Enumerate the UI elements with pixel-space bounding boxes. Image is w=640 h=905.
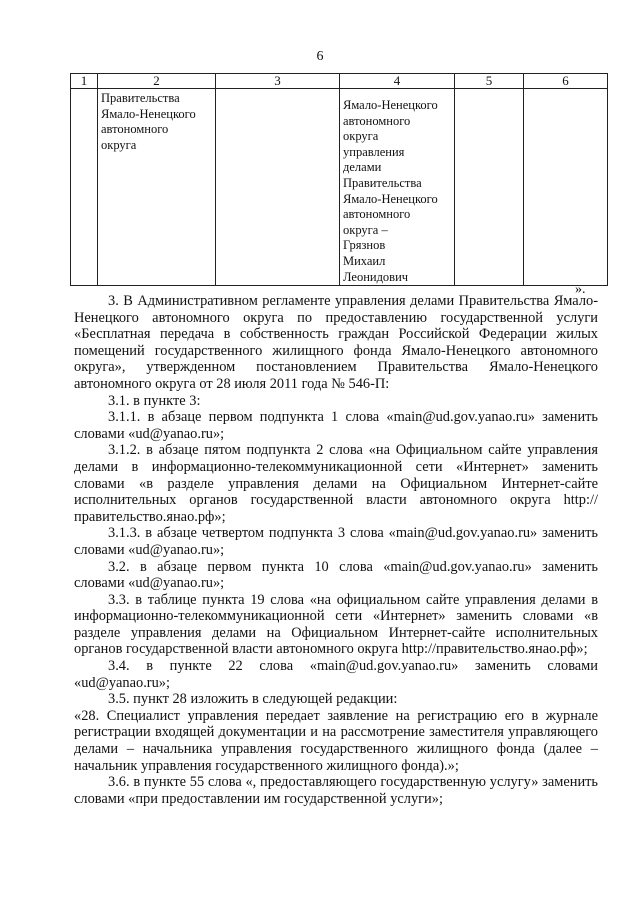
page-number: 6: [316, 49, 324, 64]
cell-text: Ямало-Ненецкого автономного округа управления делами Правительства Ямало-Ненецкого автономного округа – Грязнов Михаил Леонидович: [343, 98, 438, 284]
paragraph-3-1-1: 3.1.1. в абзаце первом подпункта 1 слова «main@ud.gov.yanao.ru» заменить словами «ud@yanao.ru»;: [74, 409, 598, 442]
table-header-row: [71, 74, 608, 89]
table-header-cell: 4: [340, 74, 455, 89]
paragraph-3-5: 3.5. пункт 28 изложить в следующей редакции:: [108, 691, 398, 708]
table-cell-col3: [216, 89, 340, 286]
paragraph-3: 3. В Административном регламенте управления делами Правительства Ямало-Ненецкого автономного округа по предоставлению государственной услуги «Бесплатная передача в собственность граждан Российской Федерации жилых помещений государственного жилищного фонда Ямало-Ненецкого автономного округа», утвержденном постановлением Правительства Ямало-Ненецкого автономного округа от 28 июля 2011 года № 546-П:: [74, 293, 598, 392]
closing-quote: ».: [575, 282, 586, 297]
document-body: [74, 293, 598, 807]
table-header-cell: 2: [98, 74, 216, 89]
table-header-cell: 5: [455, 74, 524, 89]
paragraph-3-4: 3.4. в пункте 22 слова «main@ud.gov.yanao.ru» заменить словами «ud@yanao.ru»;: [74, 658, 598, 691]
cell-text: Правительства Ямало-Ненецкого автономного округа: [101, 91, 196, 152]
table-cell-col4: [340, 89, 455, 286]
paragraph-3-6: 3.6. в пункте 55 слова «, предоставляющего государственную услугу» заменить словами «при предоставлении им государственной услуги»;: [74, 774, 598, 807]
paragraph-3-2: 3.2. в абзаце первом пункта 10 слова «main@ud.gov.yanao.ru» заменить словами «ud@yanao.ru»;: [74, 558, 598, 592]
table-header-cell: 3: [216, 74, 340, 89]
table-cell-col2: [98, 89, 216, 286]
table-row: [71, 89, 608, 286]
paragraph-quoted-28: «28. Специалист управления передает заявление на регистрацию его в журнале регистрации входящей документации и на рассмотрение заместителя управляющего делами – начальника управления государственного жилищного фонда (далее – начальник управления государственного жилищного фонда).»;: [74, 707, 598, 774]
table-cell-col1: [71, 89, 98, 286]
paragraph-3-1-2: 3.1.2. в абзаце пятом подпункта 2 слова «на Официальном сайте управления делами в информационно-телекоммуникационной сети «Интернет» заменить словами «в разделе управления делами на Официальном Интернет-сайте исполнительных органов государственной власти автономного округа http://правительство.янао.рф»;: [74, 442, 598, 525]
paragraph-3-3: 3.3. в таблице пункта 19 слова «на официальном сайте управления делами в информационно-телекоммуникационной сети «Интернет» заменить словами «в разделе управления делами на Официальном Интернет-сайте исполнительных органов государственной власти автономного округа http://правительство.янао.рф»;: [74, 591, 598, 658]
table-header-cell: 6: [524, 74, 608, 89]
paragraph-3-1: 3.1. в пункте 3:: [108, 392, 201, 409]
table-header-cell: 1: [71, 74, 98, 89]
table-cell-col5: [455, 89, 524, 286]
table-cell-col6: [524, 89, 608, 286]
document-table: [70, 73, 608, 286]
paragraph-3-1-3: 3.1.3. в абзаце четвертом подпункта 3 слова «main@ud.gov.yanao.ru» заменить словами «ud@yanao.ru»;: [74, 525, 598, 558]
